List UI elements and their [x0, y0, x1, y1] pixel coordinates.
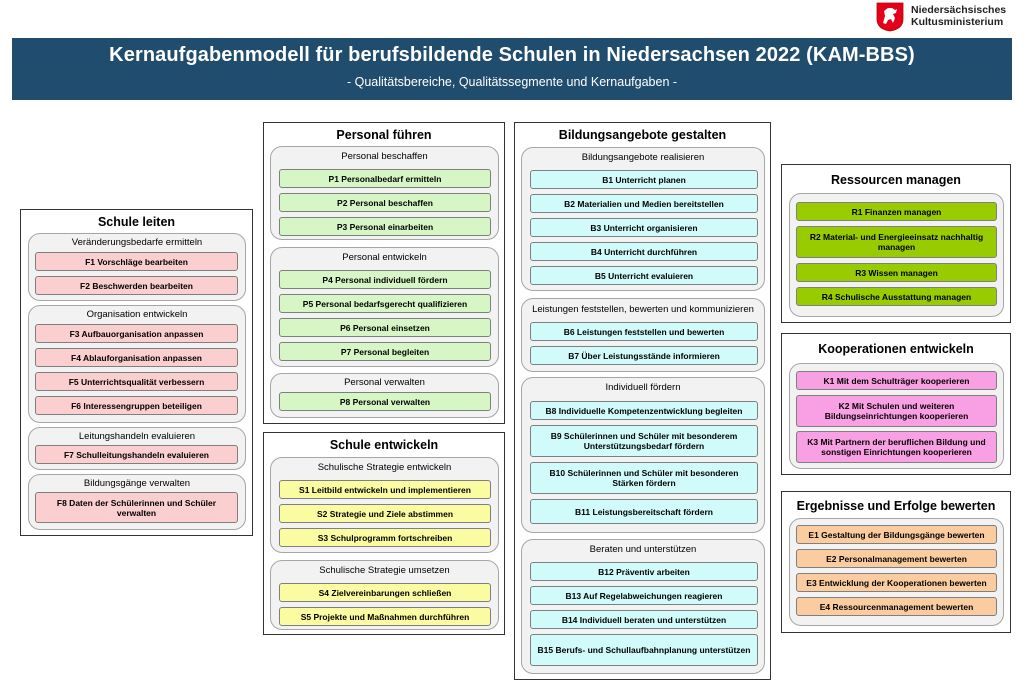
area-title: Personal führen: [336, 128, 432, 142]
group-kooperationen: [789, 363, 1004, 469]
logo-line-2: Kultusministerium: [911, 16, 1004, 28]
group-title: Organisation entwickeln: [86, 309, 188, 320]
task-p5: P5 Personal bedarfsgerecht qualifizieren: [279, 294, 491, 313]
title-banner: [12, 38, 1012, 100]
area-title: Ressourcen managen: [831, 173, 961, 187]
task-e3: E3 Entwicklung der Kooperationen bewerten: [796, 573, 997, 592]
group-veraenderungsbedarfe: [28, 233, 246, 301]
group-title: Leistungen feststellen, bewerten und kommunizieren: [532, 304, 754, 315]
group-title: Individuell fördern: [605, 382, 681, 393]
task-b1: B1 Unterricht planen: [530, 170, 758, 189]
task-b11: B11 Leistungsbereitschaft fördern: [530, 499, 758, 524]
task-s4: S4 Zielvereinbarungen schließen: [279, 583, 491, 602]
task-p4: P4 Personal individuell fördern: [279, 270, 491, 289]
task-k1: K1 Mit dem Schulträger kooperieren: [796, 371, 997, 390]
task-f1: F1 Vorschläge bearbeiten: [35, 252, 238, 271]
task-b14: B14 Individuell beraten und unterstützen: [530, 610, 758, 629]
area-personal-fuehren: [263, 122, 505, 424]
group-leitungshandeln: [28, 427, 246, 470]
group-title: Veränderungsbedarfe ermitteln: [71, 237, 203, 248]
task-p6: P6 Personal einsetzen: [279, 318, 491, 337]
task-b3: B3 Unterricht organisieren: [530, 218, 758, 237]
ministry-logo: [876, 2, 1016, 32]
group-title: Schulische Strategie entwickeln: [317, 462, 452, 473]
group-individuell-foerdern: [521, 377, 765, 533]
task-b10: B10 Schülerinnen und Schüler mit besonderen Stärken fördern: [530, 462, 758, 494]
task-p2: P2 Personal beschaffen: [279, 193, 491, 212]
group-title: Schulische Strategie umsetzen: [319, 565, 450, 576]
logo-text: [911, 4, 1006, 28]
task-b12: B12 Präventiv arbeiten: [530, 562, 758, 581]
area-schule-leiten: [20, 209, 253, 536]
group-strategie-entwickeln: [270, 457, 499, 553]
task-p3: P3 Personal einarbeiten: [279, 217, 491, 236]
task-r2: R2 Material- und Energieeinsatz nachhaltig managen: [796, 226, 997, 258]
group-title: Personal entwickeln: [342, 252, 427, 263]
task-s1: S1 Leitbild entwickeln und implementieren: [279, 480, 491, 499]
group-organisation: [28, 305, 246, 423]
area-ergebnisse: [781, 491, 1011, 633]
horse-crest-icon: [876, 2, 904, 32]
task-e2: E2 Personalmanagement bewerten: [796, 549, 997, 568]
task-s5: S5 Projekte und Maßnahmen durchführen: [279, 607, 491, 626]
task-e1: E1 Gestaltung der Bildungsgänge bewerten: [796, 525, 997, 544]
task-r4: R4 Schulische Ausstattung managen: [796, 287, 997, 306]
task-s2: S2 Strategie und Ziele abstimmen: [279, 504, 491, 523]
task-b8: B8 Individuelle Kompetenzentwicklung begleiten: [530, 401, 758, 420]
group-personal-entwickeln: [270, 247, 499, 367]
task-r3: R3 Wissen managen: [796, 263, 997, 282]
group-bildungsgaenge: [28, 474, 246, 530]
task-b6: B6 Leistungen feststellen und bewerten: [530, 322, 758, 341]
task-b15: B15 Berufs- und Schullaufbahnplanung unterstützen: [530, 634, 758, 666]
area-ressourcen: [781, 164, 1011, 323]
task-f7: F7 Schulleitungshandeln evaluieren: [35, 445, 238, 464]
group-title: Leitungshandeln evaluieren: [78, 431, 196, 442]
task-k3: K3 Mit Partnern der beruflichen Bildung und sonstigen Einrichtungen kooperieren: [796, 431, 997, 463]
area-title: Bildungsangebote gestalten: [558, 128, 727, 142]
logo-line-1: Niedersächsisches: [911, 4, 1007, 16]
area-title: Kooperationen entwickeln: [818, 342, 974, 356]
area-bildungsangebote: [514, 122, 771, 680]
task-f4: F4 Ablauforganisation anpassen: [35, 348, 238, 367]
task-b7: B7 Über Leistungsstände informieren: [530, 346, 758, 365]
area-title: Ergebnisse und Erfolge bewerten: [796, 499, 996, 513]
group-leistungen: [521, 298, 765, 372]
task-b13: B13 Auf Regelabweichungen reagieren: [530, 586, 758, 605]
task-f2: F2 Beschwerden bearbeiten: [35, 276, 238, 295]
group-beraten: [521, 539, 765, 674]
task-p7: P7 Personal begleiten: [279, 342, 491, 361]
group-title: Bildungsangebote realisieren: [581, 152, 705, 163]
task-f5: F5 Unterrichtsqualität verbessern: [35, 372, 238, 391]
group-title: Beraten und unterstützen: [589, 544, 697, 555]
page-title: Kernaufgabenmodell für berufsbildende Schulen in Niedersachsen 2022 (KAM-BBS): [109, 44, 915, 66]
group-ergebnisse: [789, 518, 1004, 626]
area-title: Schule entwickeln: [329, 438, 439, 452]
task-e4: E4 Ressourcenmanagement bewerten: [796, 597, 997, 616]
area-kooperationen: [781, 333, 1011, 475]
task-f6: F6 Interessengruppen beteiligen: [35, 396, 238, 415]
task-f3: F3 Aufbauorganisation anpassen: [35, 324, 238, 343]
group-personal-beschaffen: [270, 146, 499, 240]
task-b2: B2 Materialien und Medien bereitstellen: [530, 194, 758, 213]
area-schule-entwickeln: [263, 432, 505, 635]
group-title: Personal beschaffen: [341, 151, 428, 162]
task-r1: R1 Finanzen managen: [796, 202, 997, 221]
group-strategie-umsetzen: [270, 560, 499, 630]
task-p1: P1 Personalbedarf ermitteln: [279, 169, 491, 188]
task-b4: B4 Unterricht durchführen: [530, 242, 758, 261]
task-p8: P8 Personal verwalten: [279, 392, 491, 411]
task-b5: B5 Unterricht evaluieren: [530, 266, 758, 285]
task-b9: B9 Schülerinnen und Schüler mit besonderem Unterstützungsbedarf fördern: [530, 425, 758, 457]
area-title: Schule leiten: [97, 215, 176, 229]
task-s3: S3 Schulprogramm fortschreiben: [279, 528, 491, 547]
group-title: Bildungsgänge verwalten: [83, 478, 191, 489]
group-ressourcen: [789, 193, 1004, 317]
group-personal-verwalten: [270, 373, 499, 418]
group-bildungsangebote-realisieren: [521, 147, 765, 291]
group-title: Personal verwalten: [344, 377, 425, 388]
page-subtitle: - Qualitätsbereiche, Qualitätssegmente und Kernaufgaben -: [346, 75, 678, 89]
task-f8: F8 Daten der Schülerinnen und Schüler verwalten: [35, 492, 238, 523]
task-k2: K2 Mit Schulen und weiteren Bildungseinrichtungen kooperieren: [796, 395, 997, 427]
